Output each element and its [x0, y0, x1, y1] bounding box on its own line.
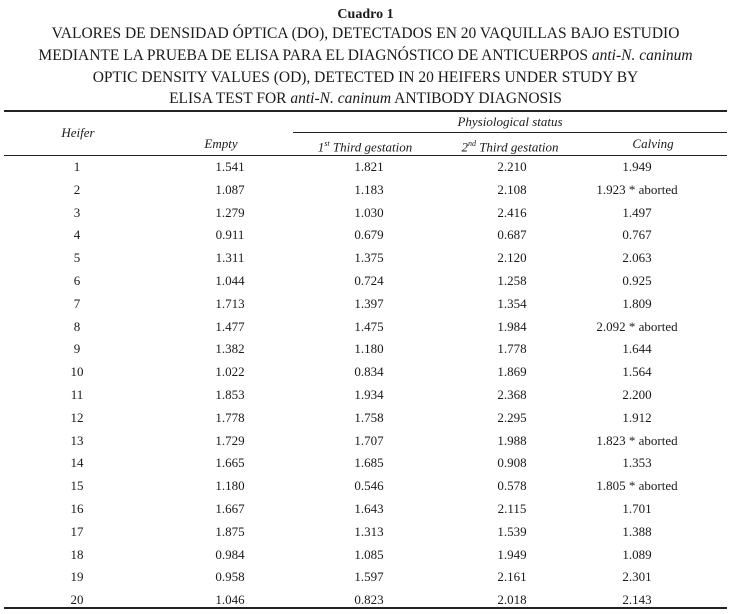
calving-value-cell: 1.497 — [622, 204, 652, 220]
heifer-id-cell: 12 — [70, 409, 84, 425]
calving-value-cell: 2.092 * aborted — [596, 318, 678, 334]
english-title-line-1: OPTIC DENSITY VALUES (OD), DETECTED IN 20 HEIFERS UNDER STUDY BY — [92, 69, 639, 86]
second-third-value-cell: 2.295 — [497, 409, 527, 425]
heifer-id-cell: 11 — [70, 386, 84, 402]
empty-value-cell: 1.853 — [215, 386, 245, 402]
second-third-value-cell: 1.539 — [497, 523, 527, 539]
header-second-third-gestation — [440, 136, 580, 155]
empty-value-cell: 0.984 — [215, 546, 245, 562]
header-second-third-sup: nd — [467, 139, 476, 148]
second-third-value-cell: 2.416 — [497, 204, 527, 220]
heifer-id-cell: 7 — [73, 295, 81, 311]
table-row — [4, 475, 727, 498]
first-third-value-cell: 1.313 — [354, 523, 384, 539]
calving-value-cell: 1.912 — [622, 409, 652, 425]
english-title-species: anti-N. caninum — [290, 90, 392, 107]
second-third-value-cell: 1.354 — [497, 295, 527, 311]
empty-value-cell: 1.180 — [215, 478, 245, 494]
table-row — [4, 202, 727, 225]
table-row — [4, 566, 727, 589]
empty-value-cell: 1.087 — [215, 181, 245, 197]
second-third-value-cell: 2.161 — [497, 569, 527, 585]
header-first-third-gestation — [300, 136, 430, 155]
second-third-value-cell: 2.368 — [497, 386, 527, 402]
first-third-value-cell: 1.030 — [354, 204, 384, 220]
second-third-value-cell: 2.018 — [497, 592, 527, 608]
table-row — [4, 361, 727, 384]
second-third-value-cell: 0.687 — [497, 227, 527, 243]
calving-value-cell: 1.644 — [622, 341, 652, 357]
first-third-value-cell: 1.597 — [354, 569, 384, 585]
second-third-value-cell: 2.120 — [497, 250, 527, 266]
table-row — [4, 384, 727, 407]
heifer-id-cell: 13 — [70, 432, 84, 448]
heifer-id-cell: 16 — [70, 500, 84, 516]
second-third-value-cell: 2.210 — [497, 159, 527, 174]
second-third-value-cell: 1.949 — [497, 546, 527, 562]
first-third-value-cell: 1.643 — [354, 500, 384, 516]
calving-value-cell: 1.949 — [622, 159, 652, 174]
calving-value-cell: 1.353 — [622, 455, 652, 471]
calving-value-cell: 0.925 — [622, 272, 652, 288]
calving-value-cell: 1.805 * aborted — [596, 478, 678, 494]
first-third-value-cell: 1.758 — [354, 409, 384, 425]
calving-value-cell: 2.143 — [622, 592, 652, 608]
calving-value-cell: 2.200 — [622, 386, 652, 402]
header-first-third-text: Third gestation — [329, 139, 413, 155]
first-third-value-cell: 1.685 — [354, 455, 384, 471]
header-calving: Calving — [632, 136, 674, 151]
heifer-id-cell: 17 — [70, 523, 84, 539]
first-third-value-cell: 0.679 — [354, 227, 384, 243]
second-third-value-cell: 1.988 — [497, 432, 527, 448]
calving-value-cell: 0.767 — [622, 227, 652, 243]
heifer-id-cell: 10 — [70, 364, 84, 380]
empty-value-cell: 1.477 — [215, 318, 245, 334]
heifer-id-cell: 15 — [70, 478, 84, 494]
table-bottom-rule — [4, 607, 727, 609]
heifer-id-cell: 19 — [70, 569, 84, 585]
calving-value-cell: 1.809 — [622, 295, 652, 311]
header-second-third-num: 2 — [461, 139, 468, 155]
header-first-third-num: 1 — [317, 139, 325, 155]
calving-value-cell: 1.923 * aborted — [596, 181, 678, 197]
heifer-id-cell: 9 — [73, 341, 81, 357]
first-third-value-cell: 1.183 — [354, 181, 384, 197]
heifer-id-cell: 6 — [73, 272, 81, 288]
table-row — [4, 498, 727, 521]
spanish-title-species: anti-N. caninum — [591, 47, 693, 64]
heifer-id-cell: 14 — [70, 455, 84, 471]
first-third-value-cell: 1.375 — [354, 250, 384, 266]
table-row — [4, 293, 727, 316]
second-third-value-cell: 0.578 — [497, 478, 527, 494]
table-row — [4, 270, 727, 293]
first-third-value-cell: 1.707 — [354, 432, 384, 448]
table-row — [4, 544, 727, 567]
table-row — [4, 521, 727, 544]
second-third-value-cell: 1.778 — [497, 341, 527, 357]
heifer-id-cell: 18 — [70, 546, 84, 562]
spanish-title-line-2 — [4, 46, 727, 66]
table-top-rule — [4, 110, 727, 112]
header-first-third-sup: st — [324, 139, 330, 148]
table-row — [4, 430, 727, 453]
empty-value-cell: 1.665 — [215, 455, 245, 471]
second-third-value-cell: 1.984 — [497, 318, 527, 334]
empty-value-cell: 1.541 — [215, 159, 245, 174]
second-third-value-cell: 0.908 — [497, 455, 527, 471]
english-title-line-2 — [4, 89, 727, 109]
calving-value-cell: 1.701 — [622, 500, 652, 516]
empty-value-cell: 1.729 — [215, 432, 245, 448]
first-third-value-cell: 1.180 — [354, 341, 384, 357]
first-third-value-cell: 1.475 — [354, 318, 384, 334]
header-physiological-status: Physiological status — [457, 114, 563, 129]
empty-value-cell: 1.311 — [215, 250, 245, 266]
first-third-value-cell: 0.724 — [354, 272, 384, 288]
heifer-id-cell: 4 — [73, 227, 81, 243]
second-third-value-cell: 1.869 — [497, 364, 527, 380]
heifer-id-cell: 20 — [70, 592, 84, 608]
empty-value-cell: 1.046 — [215, 592, 245, 608]
empty-value-cell: 1.778 — [215, 409, 245, 425]
spanish-title-line-1: VALORES DE DENSIDAD ÓPTICA (DO), DETECTADOS EN 20 VAQUILLAS BAJO ESTUDIO — [51, 25, 680, 42]
first-third-value-cell: 0.823 — [354, 592, 384, 608]
second-third-value-cell: 2.108 — [497, 181, 527, 197]
empty-value-cell: 0.958 — [215, 569, 245, 585]
header-second-third-text: Third gestation — [475, 139, 559, 155]
empty-value-cell: 0.911 — [215, 227, 245, 243]
first-third-value-cell: 1.397 — [354, 295, 384, 311]
heifer-id-cell: 1 — [73, 159, 81, 174]
table-row — [4, 224, 727, 247]
empty-value-cell: 1.382 — [215, 341, 245, 357]
table-row — [4, 179, 727, 202]
english-title-line-2-post: ANTIBODY DIAGNOSIS — [391, 90, 562, 107]
table-row — [4, 338, 727, 361]
table-row — [4, 452, 727, 475]
table-row — [4, 407, 727, 430]
calving-value-cell: 2.063 — [622, 250, 652, 266]
empty-value-cell: 1.875 — [215, 523, 245, 539]
first-third-value-cell: 0.546 — [354, 478, 384, 494]
table-row — [4, 156, 727, 179]
table-row — [4, 316, 727, 339]
header-empty: Empty — [204, 136, 238, 151]
heifer-id-cell: 8 — [73, 318, 81, 334]
calving-value-cell: 1.089 — [622, 546, 652, 562]
second-third-value-cell: 1.258 — [497, 272, 527, 288]
calving-value-cell: 1.388 — [622, 523, 652, 539]
second-third-value-cell: 2.115 — [497, 500, 527, 516]
heifer-id-cell: 5 — [73, 250, 81, 266]
spanish-title-line-2-text: MEDIANTE LA PRUEBA DE ELISA PARA EL DIAGNÓSTICO DE ANTICUERPOS — [38, 47, 592, 64]
heifer-id-cell: 2 — [73, 181, 81, 197]
calving-value-cell: 2.301 — [622, 569, 652, 585]
calving-value-cell: 1.564 — [622, 364, 652, 380]
empty-value-cell: 1.713 — [215, 295, 245, 311]
first-third-value-cell: 1.934 — [354, 386, 384, 402]
header-heifer: Heifer — [61, 125, 95, 140]
first-third-value-cell: 1.085 — [354, 546, 384, 562]
empty-value-cell: 1.044 — [215, 272, 245, 288]
group-header-rule — [293, 132, 727, 133]
table-label: Cuadro 1 — [337, 7, 394, 22]
english-title-line-2-pre: ELISA TEST FOR — [169, 90, 291, 107]
empty-value-cell: 1.667 — [215, 500, 245, 516]
empty-value-cell: 1.022 — [215, 364, 245, 380]
calving-value-cell: 1.823 * aborted — [596, 432, 678, 448]
first-third-value-cell: 1.821 — [354, 159, 384, 174]
first-third-value-cell: 0.834 — [354, 364, 384, 380]
empty-value-cell: 1.279 — [215, 204, 245, 220]
table-row — [4, 247, 727, 270]
table-body — [4, 156, 727, 612]
heifer-id-cell: 3 — [73, 204, 81, 220]
